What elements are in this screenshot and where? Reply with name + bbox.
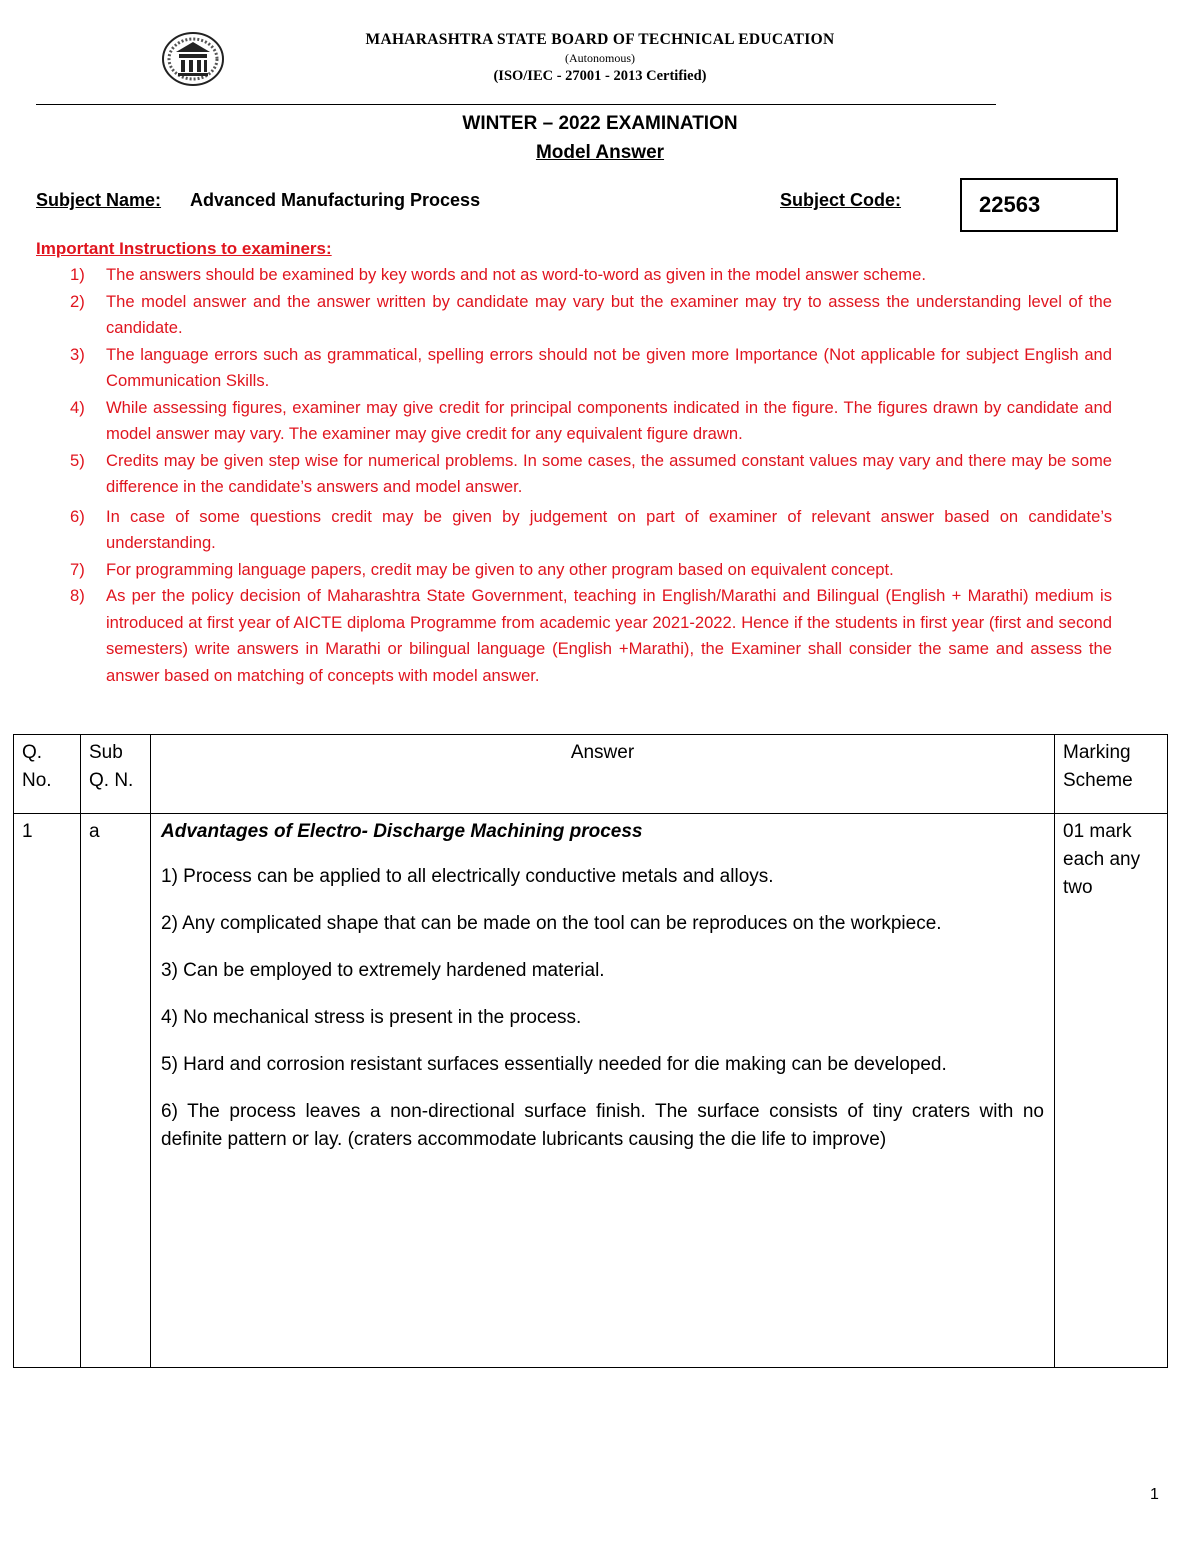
q-no-header: Q. No.: [22, 742, 52, 791]
answer-point: 5) Hard and corrosion resistant surfaces essentially needed for die making can be developed.: [161, 1054, 947, 1075]
marking-header: Marking Scheme: [1063, 742, 1133, 791]
header-cell-q-no: [14, 735, 81, 814]
answer-point: 1) Process can be applied to all electrically conductive metals and alloys.: [161, 866, 774, 887]
instruction-number: 6): [70, 506, 85, 526]
header-cell-marking: [1055, 735, 1168, 814]
model-answer-heading: [0, 142, 1200, 164]
table-row: [14, 814, 1168, 1368]
answer-point: 3) Can be employed to extremely hardened material.: [161, 960, 605, 981]
subject-name-value: Advanced Manufacturing Process: [190, 190, 481, 210]
subject-code-label: Subject Code:: [780, 190, 902, 210]
sub-qn-cell: [81, 814, 151, 1368]
sub-qn-value: a: [89, 821, 100, 842]
header-divider: [36, 104, 996, 105]
instruction-item: [36, 342, 1112, 395]
marking-cell: [1055, 814, 1168, 1368]
instruction-text: For programming language papers, credit may be given to any other program based on equivalent concept.: [106, 559, 894, 579]
instruction-item: [36, 262, 1112, 289]
board-name: MAHARASHTRA STATE BOARD OF TECHNICAL EDUCATION: [365, 31, 835, 48]
instruction-item: [36, 448, 1112, 501]
instruction-number: 4): [70, 397, 85, 417]
instruction-number: 2): [70, 291, 85, 311]
answer-cell: [151, 814, 1055, 1368]
answer-point: 2) Any complicated shape that can be made on the tool can be reproduces on the workpiece.: [161, 913, 942, 934]
instruction-number: 7): [70, 559, 85, 579]
subject-code-box: 22563: [960, 178, 1118, 232]
instruction-text: As per the policy decision of Maharashtra State Government, teaching in English/Marathi and Bilingual (English + Marathi) medium is introduced at first year of AICTE diploma Programme from academic year 2021-2022. Hence if the students in first year (first and second semesters) write answers in Marathi or bilingual language (English +Marathi), the Examiner shall consider the same and assess the answer based on matching of concepts with model answer.: [106, 586, 1112, 685]
answer-title: Advantages of Electro- Discharge Machining process: [161, 821, 643, 842]
q-no-value: 1: [22, 821, 33, 842]
board-autonomous: (Autonomous): [565, 51, 635, 65]
instruction-number: 3): [70, 344, 85, 364]
instruction-item: [36, 289, 1112, 342]
sub-qn-header: Sub Q. N.: [89, 742, 134, 791]
exam-title: WINTER – 2022 EXAMINATION: [462, 113, 738, 134]
instruction-item: [36, 557, 1112, 584]
instructions-title: Important Instructions to examiners:: [36, 239, 332, 258]
instruction-item: [36, 504, 1112, 557]
instruction-text: Credits may be given step wise for numerical problems. In some cases, the assumed constant values may vary and there may be some difference in the candidate’s answers and model answer.: [106, 450, 1112, 496]
answer-table: [13, 734, 1168, 1368]
table-header-row: [14, 735, 1168, 814]
answer-header: Answer: [570, 742, 635, 763]
marking-value: 01 mark each any two: [1063, 821, 1141, 898]
answer-point: 6) The process leaves a non-directional surface finish. The surface consists of tiny craters with no definite pattern or lay. (craters accommodate lubricants causing the die life to improve): [161, 1101, 1044, 1150]
instruction-item: [36, 395, 1112, 448]
instruction-number: 1): [70, 265, 85, 284]
instruction-text: The language errors such as grammatical, spelling errors should not be given more Importance (Not applicable for subject English and Communication Skills.: [106, 344, 1112, 390]
subject-name-label: Subject Name:: [36, 190, 162, 210]
instruction-number: 8): [70, 586, 85, 605]
header-cell-sub-qn: [81, 735, 151, 814]
instruction-text: In case of some questions credit may be given by judgement on part of examiner of relevant answer based on candidate’s understanding.: [106, 506, 1112, 552]
instruction-text: The answers should be examined by key words and not as word-to-word as given in the model answer scheme.: [106, 265, 926, 284]
msbte-seal-icon: [160, 30, 226, 88]
q-no-cell: [14, 814, 81, 1368]
board-certification: (ISO/IEC - 27001 - 2013 Certified): [493, 68, 707, 84]
instruction-number: 5): [70, 450, 85, 470]
instructions-list: [36, 262, 1112, 689]
answer-point: 4) No mechanical stress is present in the process.: [161, 1007, 582, 1028]
instruction-text: The model answer and the answer written by candidate may vary but the examiner may try to assess the understanding level of the candidate.: [106, 291, 1112, 337]
header-cell-answer: [151, 735, 1055, 814]
instruction-item: [36, 583, 1112, 689]
model-answer-text: Model Answer: [535, 142, 665, 163]
instruction-text: While assessing figures, examiner may give credit for principal components indicated in the figure. The figures drawn by candidate and model answer may vary. The examiner may give credit for any equivalent figure drawn.: [106, 397, 1112, 443]
page-number: 1: [1150, 1486, 1159, 1503]
